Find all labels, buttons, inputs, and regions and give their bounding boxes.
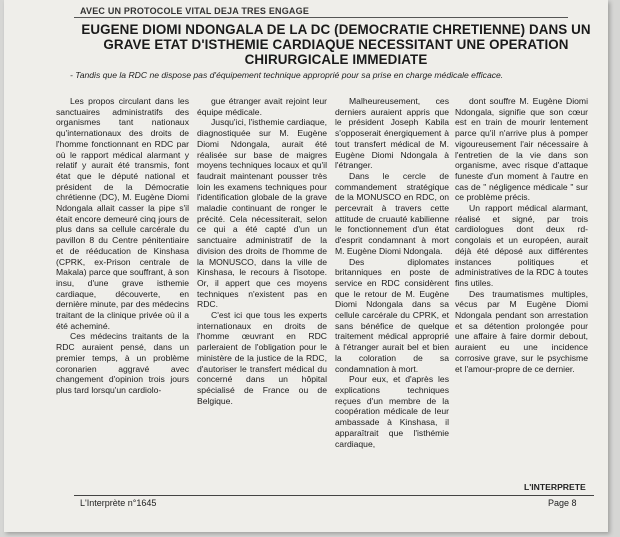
paragraph: Des traumatismes multiples, vécus par M Eugène Diomi Ndongala pendant son arrestation et sa détention prolongée pour une affaire à faire dormir debout, auraient eu une incidence corrosive grave, sur le psychisme et l'amour-propre de ce dernier. [455, 288, 588, 374]
paragraph: Un rapport médical alarmant, réalisé et signé, par trois cardiologues dont deux rd-congolais et un européen, aurait déjà été déposé aux différentes instances politiques et administratives de la RDC à toutes fins utiles. [455, 203, 588, 288]
article-column-1 [56, 96, 189, 396]
paragraph: Dans le cercle de commandement stratégique de la MONUSCO en RDC, on percevrait à travers cette attitude de cruauté kabilienne le fonctionnement d'un état d'esprit condamnant à mort M. Eugène Diomi Ndongala. [335, 170, 449, 256]
author-signature: L'INTERPRETE [524, 482, 586, 492]
newspaper-page [4, 0, 608, 532]
kicker: AVEC UN PROTOCOLE VITAL DEJA TRES ENGAGE [80, 6, 310, 16]
article-column-2 [197, 96, 327, 406]
paragraph: Pour eux, et d'après les explications techniques reçues d'un membre de la coopération médicale de leur ambassade à Kinshasa, il apparaîtrait que l'isthémie cardiaque, [335, 374, 449, 449]
paragraph: Jusqu'ici, l'isthemie cardiaque, diagnostiquée sur M. Eugène Diomi Ndongala, aurait été réalisée sur base de maigres moyens techniques locaux et qu'il faudrait maintenant pousser très loin les examens techniques pour l'identification globale de la grave maladie continuant de ronger le précité. Cela nécessiterait, selon ce qui a été capté d'un un sanctuaire administratif de la division des droits de l'homme de la MONUSCO, dans la ville de Kinshasa, le recours à l'isotope. Or, il appert que ces moyens techniques n'existent pas en RDC. [197, 117, 327, 310]
article-column-3 [335, 96, 449, 449]
paragraph: Des diplomates britanniques en poste de service en RDC considèrent que le retour de M. Eugène Diomi Ndongala dans sa cellule carcérale du CPRK, et sans bénéfice de quelque traitement médical approprié à l'étranger aurait bel et bien la coloration de sa condamnation à mort. [335, 256, 449, 374]
paragraph: gue étranger avait rejoint leur équipe médicale. [197, 96, 327, 117]
paragraph: Malheureusement, ces derniers auraient appris que le président Joseph Kabila s'opposerait énergiquement à tout transfert médical de M. Eugène Diomi Ndongala à l'étranger. [335, 96, 449, 171]
bottom-rule [74, 495, 594, 496]
paragraph: dont souffre M. Eugène Diomi Ndongala, signifie que son cœur est en train de mourir lentement parce qu'il n'arrive plus à pomper vigoureusement l'air nécessaire à l'entretien de la vie dans son organisme, avec risque d'attaque funeste d'un moment à l'autre en cas de " négligence médicale " sur ce problème précis. [455, 96, 588, 203]
lede: - Tandis que la RDC ne dispose pas d'équipement technique approprié pour sa prise en charge médicale efficace. [70, 70, 504, 80]
article-column-4 [455, 96, 588, 374]
paragraph: Ces médecins traitants de la RDC auraient pensé, dans un premier temps, à un problème coronarien aggravé avec changement d'opinion trois jours plus tard lorsqu'un cardiolo- [56, 331, 189, 395]
headline: EUGENE DIOMI NDONGALA DE LA DC (DEMOCRATIE CHRETIENNE) DANS UN GRAVE ETAT D'ISTHEMIE CARDIAQUE NECESSITANT UNE OPERATION CHIRURGICALE IMMEDIATE [81, 22, 591, 67]
paragraph: Les propos circulant dans les sanctuaires administratifs des organismes tant nationaux qu'internationaux des droits de l'homme fonctionnant en RDC par où le rapport médical alarmant y relatif y aurait été transmis, font état que le député national et président de la Démocratie chrétienne (DC), M. Eugène Diomi Ndongala allait casser la pipe s'il était encore demeuré cinq jours de plus dans sa cellule carcérale du pavillon 8 du Centre pénitentiaire et de rééducation de Kinshasa (CPRK, ex-Prison centrale de Makala) parce que souffrant, à son insu, d'une grave isthemie cardiaque, découverte, en dernière minute, par des médecins traitant de la clinique privée où il a été acheminé. [56, 96, 189, 331]
issue-number: L'Interprète n°1645 [80, 498, 157, 508]
page-number: Page 8 [548, 498, 577, 508]
paragraph: C'est ici que tous les experts internationaux en droits de l'homme œuvrant en RDC parleraient de l'obligation pour le ministère de la justice de la RDC, d'autoriser le transfert médical du concerné dans un hôpital spécialisé de France ou de Belgique. [197, 310, 327, 406]
top-rule [74, 17, 568, 18]
